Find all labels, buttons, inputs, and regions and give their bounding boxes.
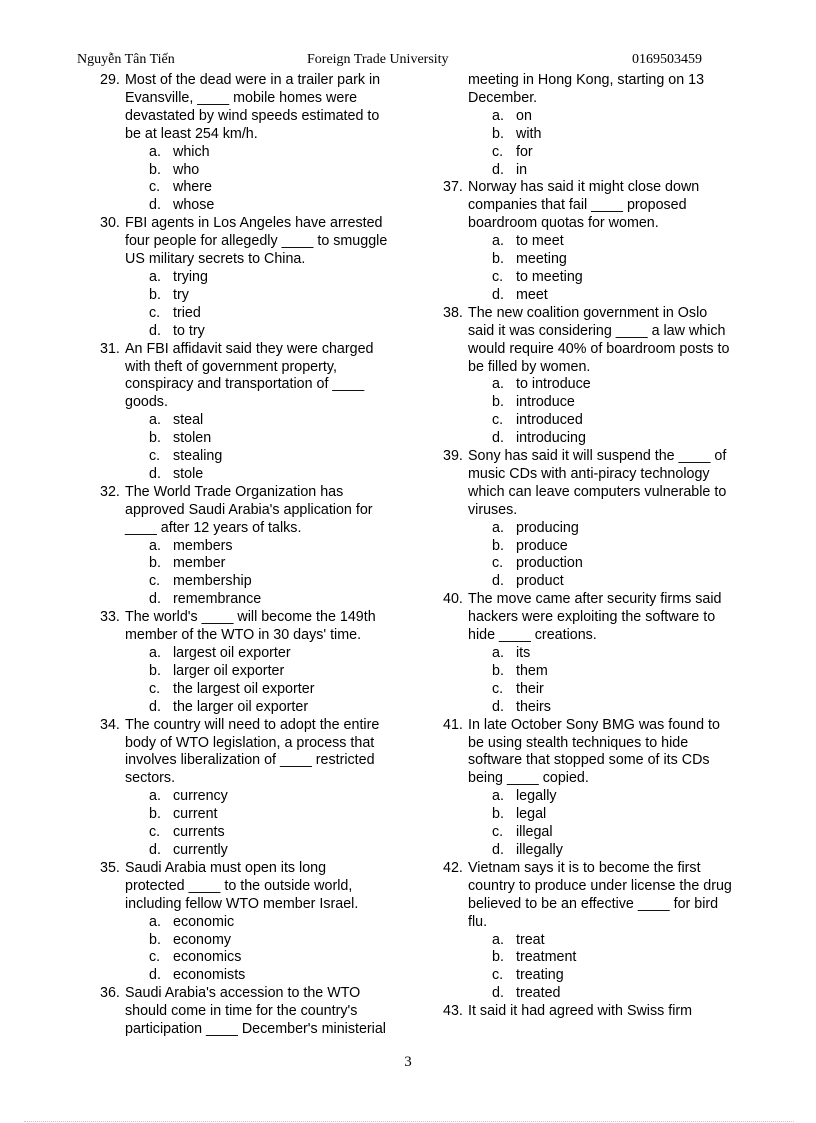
option-text: illegally [516,841,563,858]
answer-option [100,162,400,180]
answer-option [100,967,400,985]
option-letter: b. [149,806,161,823]
question-text: software that stopped some of its CDs [468,752,710,769]
option-text: meeting [516,251,567,268]
option-letter: b. [149,286,161,303]
option-text: largest oil exporter [173,645,291,661]
option-text: tried [173,304,201,321]
answer-option [100,842,400,860]
question-item [443,860,753,1003]
question-text: would require 40% of boardroom posts to [468,340,730,357]
answer-option [100,197,400,215]
option-text: treat [516,931,545,948]
question-text: meeting in Hong Kong, starting on 13 [468,72,705,88]
option-text: to introduce [516,376,591,393]
option-letter: b. [492,662,504,679]
option-letter: a. [492,107,504,124]
option-text: for [516,143,533,160]
option-letter: a. [492,788,504,805]
question-item [100,717,400,860]
question-item [100,72,400,215]
answer-option [100,932,400,950]
option-text: producing [516,519,579,536]
option-text: current [173,806,218,823]
answer-option [443,126,753,144]
option-letter: c. [149,448,161,465]
option-text: product [516,573,564,590]
question-text: The new coalition government in Oslo [468,304,708,321]
answer-option [100,824,400,842]
question-number: 40. [443,591,463,608]
answer-option [443,842,753,860]
option-letter: c. [149,304,161,321]
page-number: 3 [404,1054,412,1070]
question-item [100,985,400,1039]
question-number: 30. [100,215,120,232]
option-text: where [173,179,212,196]
option-letter: b. [492,537,504,554]
question-line [100,215,400,233]
question-text: ____ after 12 years of talks. [125,519,302,536]
answer-option [100,914,400,932]
option-text: to try [173,322,205,339]
option-letter: b. [492,394,504,411]
option-text: member [173,555,226,572]
option-text: economy [173,931,232,948]
option-text: its [516,645,531,661]
option-letter: c. [492,967,504,984]
option-letter: d. [149,465,161,482]
question-text: country to produce under license the drug [468,877,732,894]
option-text: membership [173,573,252,590]
answer-option [443,412,753,430]
question-text: December. [468,89,538,106]
option-text: currency [173,788,228,805]
question-number: 37. [443,179,463,196]
answer-option [100,681,400,699]
option-letter: d. [149,197,161,214]
option-text: stolen [173,430,212,447]
option-letter: b. [149,430,161,447]
question-text: Evansville, ____ mobile homes were [125,89,358,106]
question-item [443,448,753,591]
option-text: the larger oil exporter [173,698,309,715]
question-line [443,1003,753,1021]
option-text: production [516,555,583,572]
option-text: whose [173,197,215,214]
option-text: trying [173,268,208,285]
answer-option [443,985,753,1003]
question-text: which can leave computers vulnerable to [468,483,727,500]
answer-option [100,412,400,430]
option-letter: a. [492,233,504,250]
question-line [443,860,753,878]
option-text: steal [173,412,204,429]
option-text: economics [173,949,242,966]
option-letter: d. [492,698,504,715]
question-line [100,717,400,735]
right-column [443,72,753,1021]
option-letter: a. [149,412,161,429]
answer-option [100,555,400,573]
question-line [100,985,400,1003]
option-text: treating [516,967,564,984]
option-letter: b. [492,251,504,268]
answer-option [100,663,400,681]
question-number: 29. [100,72,120,88]
answer-option [443,555,753,573]
question-text: flu. [468,913,488,930]
question-number: 36. [100,985,120,1002]
question-number: 42. [443,859,463,876]
answer-option [443,699,753,717]
question-text: companies that fail ____ proposed [468,197,687,214]
question-line [100,609,400,627]
option-text: with [516,125,542,142]
question-text: including fellow WTO member Israel. [125,895,359,912]
option-text: produce [516,537,568,554]
answer-option [443,376,753,394]
answer-option [100,806,400,824]
option-letter: d. [149,322,161,339]
header-phone: 0169503459 [632,52,702,67]
question-text: Sony has said it will suspend the ____ of [468,448,727,465]
question-number: 35. [100,859,120,876]
option-text: economic [173,913,235,930]
answer-option [443,932,753,950]
question-text: hackers were exploiting the software to [468,609,716,626]
answer-option [100,699,400,717]
option-letter: d. [492,841,504,858]
answer-option [100,430,400,448]
answer-option [100,448,400,466]
question-text: The World Trade Organization has [125,483,344,500]
question-text: boardroom quotas for women. [468,215,659,232]
answer-option [443,824,753,842]
question-item [100,484,400,609]
option-text: who [173,161,200,178]
option-text: introducing [516,430,586,447]
option-letter: c. [492,824,504,841]
question-text: music CDs with anti-piracy technology [468,465,710,482]
question-text: should come in time for the country's [125,1003,358,1020]
option-text: in [516,161,528,178]
option-text: introduced [516,412,583,429]
option-text: stole [173,465,204,482]
answer-option [100,287,400,305]
option-letter: b. [149,555,161,572]
page-header [77,52,722,72]
answer-option [443,287,753,305]
question-item [100,860,400,985]
option-text: legally [516,788,557,805]
option-text: currents [173,824,225,841]
option-text: larger oil exporter [173,662,285,679]
question-text: hide ____ creations. [468,627,597,644]
question-item [443,1003,753,1021]
question-text: said it was considering ____ a law which [468,322,726,339]
question-number: 43. [443,1003,463,1020]
answer-option [100,591,400,609]
question-line [443,305,753,323]
option-text: them [516,662,548,679]
option-letter: d. [492,161,504,178]
question-text: US military secrets to China. [125,251,306,268]
answer-option [443,269,753,287]
question-number: 33. [100,609,120,626]
question-text: with theft of government property, [125,358,337,375]
option-letter: c. [149,179,161,196]
question-text: conspiracy and transportation of ____ [125,376,365,393]
option-letter: c. [149,680,161,697]
answer-option [443,430,753,448]
answer-option [443,538,753,556]
question-line [100,72,400,90]
option-text: stealing [173,448,223,465]
option-text: treated [516,985,561,1002]
question-line [443,717,753,735]
question-text: being ____ copied. [468,770,589,787]
question-number: 41. [443,716,463,733]
question-number: 38. [443,304,463,321]
question-text: The world's ____ will become the 149th [125,609,376,626]
question-text: sectors. [125,770,176,787]
question-item [100,609,400,716]
question-text: Most of the dead were in a trailer park in [125,72,381,88]
question-item [443,305,753,448]
answer-option [443,233,753,251]
option-letter: d. [492,573,504,590]
answer-option [443,645,753,663]
answer-option [443,573,753,591]
option-letter: a. [149,788,161,805]
answer-option [100,269,400,287]
option-letter: a. [149,143,161,160]
answer-option [443,967,753,985]
question-text: viruses. [468,501,518,518]
question-number: 34. [100,716,120,733]
question-item [443,591,753,716]
option-letter: d. [149,967,161,984]
answer-option [443,681,753,699]
question-number: 31. [100,340,120,357]
question-line [100,484,400,502]
question-item [100,215,400,340]
option-letter: b. [492,949,504,966]
answer-option [100,645,400,663]
question-text: An FBI affidavit said they were charged [125,340,374,357]
question-text: four people for allegedly ____ to smuggle [125,233,388,250]
answer-option [443,520,753,538]
option-text: currently [173,841,228,858]
question-number: 39. [443,448,463,465]
option-text: theirs [516,698,551,715]
question-text: be at least 254 km/h. [125,125,258,142]
question-line [443,72,753,90]
option-text: meet [516,286,548,303]
option-text: treatment [516,949,577,966]
question-text: participation ____ December's ministerial [125,1021,386,1038]
option-text: to meeting [516,268,583,285]
option-letter: b. [492,125,504,142]
question-line [443,448,753,466]
question-text: Vietnam says it is to become the first [468,859,701,876]
question-item [443,72,753,179]
answer-option [443,806,753,824]
question-text: Saudi Arabia must open its long [125,859,327,876]
option-text: introduce [516,394,575,411]
option-letter: d. [492,985,504,1002]
answer-option [100,573,400,591]
option-letter: c. [492,555,504,572]
question-text: In late October Sony BMG was found to [468,716,720,733]
option-letter: a. [492,645,504,661]
question-line [443,591,753,609]
option-letter: d. [492,286,504,303]
question-text: FBI agents in Los Angeles have arrested [125,215,383,232]
question-text: member of the WTO in 30 days' time. [125,627,362,644]
answer-option [100,323,400,341]
question-number [443,72,468,90]
option-letter: c. [492,412,504,429]
question-line [100,341,400,359]
answer-option [100,305,400,323]
question-text: devastated by wind speeds estimated to [125,107,380,124]
option-letter: b. [149,161,161,178]
bottom-divider [24,1121,794,1122]
option-letter: c. [492,680,504,697]
option-text: legal [516,806,547,823]
question-text: approved Saudi Arabia's application for [125,501,373,518]
question-item [443,179,753,304]
question-line [100,860,400,878]
question-text: protected ____ to the outside world, [125,877,353,894]
question-number: 32. [100,483,120,500]
option-letter: c. [149,949,161,966]
option-text: to meet [516,233,564,250]
question-line [443,179,753,197]
answer-option [100,949,400,967]
answer-option [100,179,400,197]
question-text: The move came after security firms said [468,591,722,608]
question-text: involves liberalization of ____ restricted [125,752,375,769]
header-school: Foreign Trade University [307,52,449,67]
option-text: try [173,286,189,303]
question-text: Norway has said it might close down [468,179,700,196]
option-letter: a. [149,645,161,661]
answer-option [443,788,753,806]
option-letter: a. [149,268,161,285]
question-text: The country will need to adopt the entire [125,716,380,733]
option-text: the largest oil exporter [173,680,315,697]
option-letter: a. [492,931,504,948]
option-letter: a. [149,537,161,554]
left-column [100,72,400,1039]
answer-option [100,538,400,556]
answer-option [443,162,753,180]
question-text: Saudi Arabia's accession to the WTO [125,985,361,1002]
option-letter: a. [492,519,504,536]
option-text: which [173,143,210,160]
answer-option [443,144,753,162]
question-text: be using stealth techniques to hide [468,734,689,751]
answer-option [443,108,753,126]
answer-option [443,949,753,967]
option-letter: d. [149,698,161,715]
option-text: their [516,680,544,697]
answer-option [443,663,753,681]
answer-option [100,144,400,162]
option-letter: c. [149,824,161,841]
question-text: goods. [125,394,168,411]
option-letter: a. [149,913,161,930]
question-text: It said it had agreed with Swiss firm [468,1003,693,1020]
option-letter: c. [492,268,504,285]
question-text: believed to be an effective ____ for bird [468,895,719,912]
option-letter: d. [149,591,161,608]
option-text: economists [173,967,246,984]
option-letter: b. [149,931,161,948]
option-text: members [173,537,233,554]
option-text: illegal [516,824,553,841]
option-letter: a. [492,376,504,393]
option-letter: b. [492,806,504,823]
option-text: remembrance [173,591,262,608]
option-letter: b. [149,662,161,679]
header-author: Nguyễn Tân Tiến [77,52,175,67]
option-text: on [516,107,532,124]
option-letter: d. [149,841,161,858]
question-item [443,717,753,860]
option-letter: c. [149,573,161,590]
answer-option [100,788,400,806]
question-text: body of WTO legislation, a process that [125,734,375,751]
question-text: be filled by women. [468,358,591,375]
option-letter: d. [492,430,504,447]
question-item [100,341,400,484]
answer-option [100,466,400,484]
answer-option [443,251,753,269]
answer-option [443,394,753,412]
option-letter: c. [492,143,504,160]
